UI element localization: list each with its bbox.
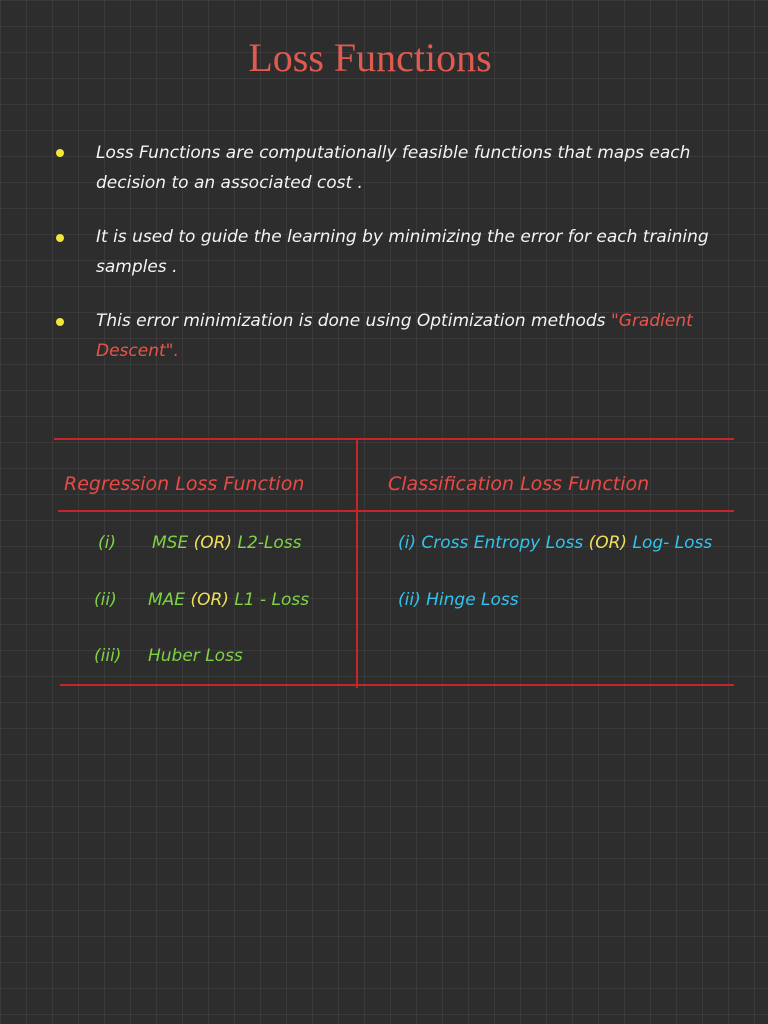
regression-header: Regression Loss Function [64, 473, 305, 495]
classification-item [398, 590, 519, 610]
page-title: Loss Functions [248, 35, 492, 80]
or-keyword: (OR) [193, 533, 233, 553]
item-number: (i) [98, 533, 116, 553]
table-column-divider [356, 438, 358, 688]
item-alt-name: L1 - Loss [234, 590, 310, 610]
bullet-text-plain: This error minimization is done using Optimization methods [96, 311, 611, 331]
gradient-descent-highlight: "Gradient Descent". [96, 311, 693, 361]
item-number: (ii) [94, 590, 117, 610]
table-top-border [54, 438, 734, 440]
table-header-divider [58, 510, 734, 512]
bullet-dot [56, 149, 64, 157]
bullet-text: Loss Functions are computationally feasible functions that maps each decision to an associated cost . [96, 143, 691, 193]
regression-item [94, 646, 243, 666]
item-name: Huber Loss [148, 646, 243, 666]
item-name: MSE [152, 533, 189, 553]
or-keyword: (OR) [588, 533, 628, 553]
regression-item [94, 590, 309, 610]
item-number: (i) [398, 533, 416, 553]
item-name: Hinge Loss [426, 590, 519, 610]
item-name: MAE [148, 590, 186, 610]
item-number: (ii) [398, 590, 421, 610]
regression-item [98, 533, 302, 553]
classification-header: Classification Loss Function [388, 473, 650, 495]
or-keyword: (OR) [190, 590, 229, 610]
classification-item [398, 533, 712, 553]
bullet-text: It is used to guide the learning by minimizing the error for each training samples . [96, 227, 709, 277]
item-alt-name: Log- Loss [632, 533, 713, 553]
bullet-dot [56, 234, 64, 242]
item-name: Cross Entropy Loss [421, 533, 584, 553]
item-number: (iii) [94, 646, 122, 666]
table-bottom-border [60, 684, 734, 686]
bullet-dot [56, 318, 64, 326]
item-alt-name: L2-Loss [237, 533, 302, 553]
bullet-text [96, 306, 736, 366]
